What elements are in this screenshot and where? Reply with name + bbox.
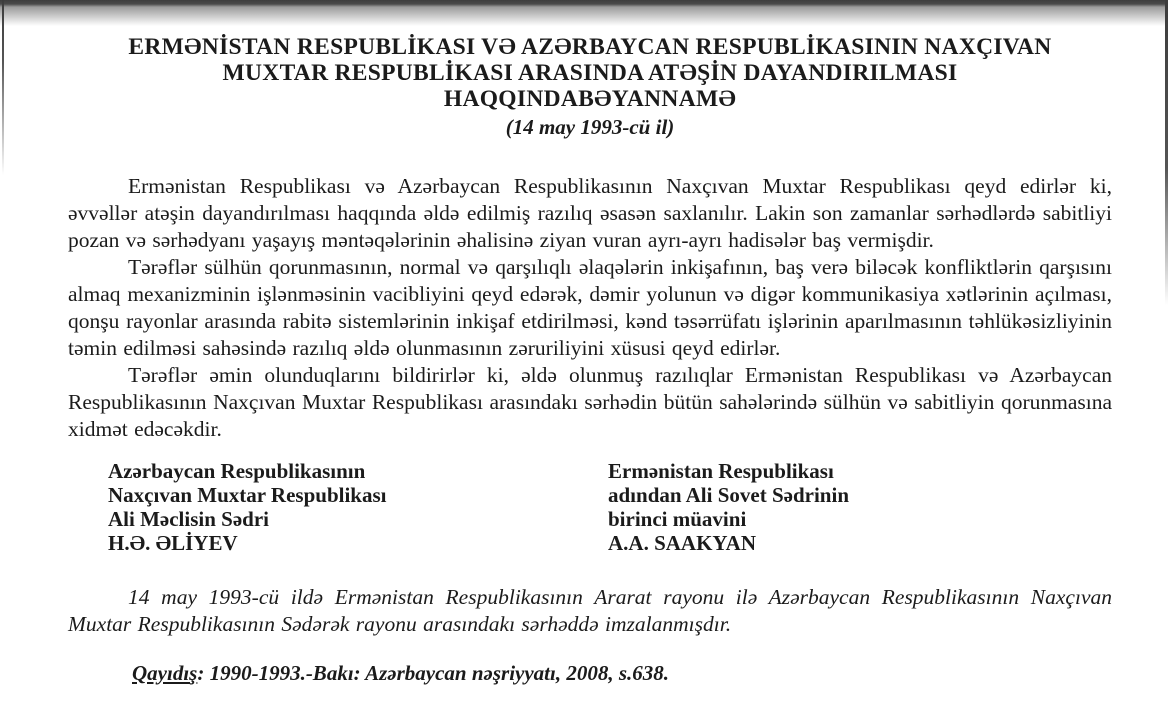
signature-right-line-2: adından Ali Sovet Sədrinin [608,483,849,507]
document-date-line: (14 may 1993-cü il) [505,115,675,139]
body-paragraph-1: Ermənistan Respublikası və Azərbaycan Respublikasının Naxçıvan Muxtar Respublikası qeyd edirlər ki, əvvəllər atəşin dayandırılması haqqında əldə edilmiş razılıq əsasən saxlanılır. Lakin son zamanlar sərhədlərdə sabitliyi pozan və sərhədyanı yaşayış məntəqələrinin əhalisinə ziyan vuran ayrı-ayrı hadisələr baş vermişdir. [68,174,1112,252]
signature-left-line-2: Naxçıvan Muxtar Respublikası [108,483,387,507]
signature-left-column [108,459,608,555]
title-line-2: MUXTAR RESPUBLİKASI ARASINDA ATƏŞİN DAYANDIRILMASI [222,60,958,86]
signature-right-name: A.A. SAAKYAN [608,531,756,555]
signature-left-name: H.Ə. ƏLİYEV [108,531,238,555]
signature-left-line-3: Ali Məclisin Sədri [108,507,269,531]
document-body [68,173,1112,443]
title-line-3: HAQQINDABƏYANNAMƏ [443,86,737,112]
signature-left-line-1: Azərbaycan Respublikasının [108,459,366,483]
citation-label: Qayıdış [132,660,198,685]
source-citation [132,660,1112,686]
title-line-1: ERMƏNİSTAN RESPUBLİKASI VƏ AZƏRBAYCAN RESPUBLİKASININ NAXÇIVAN [128,34,1052,60]
closing-note: 14 may 1993-cü ildə Ermənistan Respublikasının Ararat rayonu ilə Azərbaycan Respublikasının Naxçıvan Muxtar Respublikasının Sədərək rayonu arasındakı sərhəddə imzalanmışdır. [68,585,1112,636]
body-paragraph-3: Tərəflər əmin olunduqlarını bildirirlər ki, əldə olunmuş razılıqlar Ermənistan Respublikası və Azərbaycan Respublikasının Naxçıvan Muxtar Respublikası arasındakı sərhədin bütün sahələrində sülhün və sabitliyin qorunmasına xidmət edəcəkdir. [68,363,1112,441]
signature-right-column [608,459,849,555]
body-paragraph-2: Tərəflər sülhün qorunmasının, normal və qarşılıqlı əlaqələrin inkişafının, baş verə biləcək konfliktlərin qarşısını almaq mexanizminin işlənməsinin vacibliyini qeyd edərək, dəmir yolunun və digər kommunikasiya xətlərinin açılması, qonşu rayonlar arasında rabitə sistemlərinin inkişaf etdirilməsi, kənd təsərrüfatı işlərinin aparılmasının təhlükəsizliyinin təmin edilməsi sahəsində razılıq əldə olunmasının zəruriliyini xüsusi qeyd edirlər. [68,255,1112,360]
signature-block [68,459,1112,555]
citation-text: : 1990-1993.-Bakı: Azərbaycan nəşriyyatı, 2008, s.638. [197,660,670,685]
document-title [68,34,1112,112]
signature-right-line-1: Ermənistan Respublikası [608,459,834,483]
signature-right-line-3: birinci müavini [608,507,747,531]
